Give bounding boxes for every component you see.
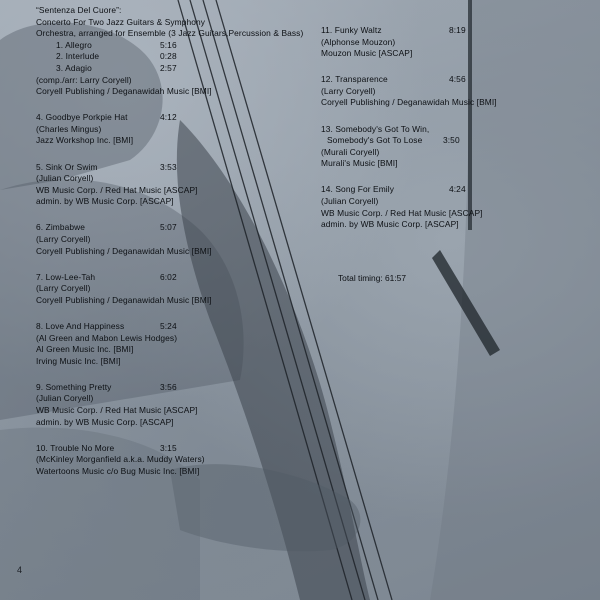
track-title: 10. Trouble No More [36, 442, 115, 453]
publisher-credit: WB Music Corp. / Red Hat Music [ASCAP] [36, 184, 198, 195]
track-block [36, 382, 236, 428]
track-title: 5. Sink Or Swim [36, 161, 98, 172]
track-title-line [36, 321, 236, 333]
suite-subtitle: Concerto For Two Jazz Guitars & Symphony [36, 16, 206, 27]
track-title-line [36, 162, 236, 174]
movement-time: 0:28 [160, 51, 177, 62]
publisher-credit: Mouzon Music [ASCAP] [321, 48, 413, 59]
movement-time: 5:16 [160, 39, 177, 50]
track-title-line [321, 74, 501, 86]
composer-credit: (McKinley Morganfield a.k.a. Muddy Waters) [36, 454, 205, 465]
track-time: 3:53 [160, 161, 177, 172]
track-block [321, 74, 501, 109]
track-time: 3:15 [160, 442, 177, 453]
composer-credit: (Julian Coryell) [36, 393, 94, 404]
track-title: 13. Somebody's Got To Win, [321, 123, 430, 134]
publisher-credit: Coryell Publishing / Deganawidah Music [BMI] [321, 97, 497, 108]
composer-credit: (Larry Coryell) [36, 283, 91, 294]
admin-credit: admin. by WB Music Corp. [ASCAP] [36, 196, 174, 207]
total-timing-label: Total timing: [338, 273, 383, 283]
track-block [36, 112, 236, 147]
publisher-credit: Al Green Music Inc. [BMI] [36, 344, 134, 355]
movement-line [36, 51, 236, 63]
track-title-line [36, 443, 236, 455]
movement-time: 2:57 [160, 62, 177, 73]
track-time: 4:24 [449, 184, 466, 195]
track-title-line [36, 382, 236, 394]
track-title-line [321, 124, 501, 136]
page-number: 4 [17, 565, 23, 575]
total-timing [338, 273, 406, 283]
composer-credit: (Al Green and Mabon Lewis Hodges) [36, 332, 178, 343]
admin-credit: admin. by WB Music Corp. [ASCAP] [36, 416, 174, 427]
composer-credit: (Charles Mingus) [36, 123, 102, 134]
suite-title: “Sentenza Del Cuore”: [36, 5, 122, 15]
track-time: 8:19 [449, 25, 466, 35]
track-title: 12. Transparence [321, 74, 388, 85]
track-block [321, 25, 501, 60]
track-time: 3:56 [160, 381, 177, 392]
track-block [36, 222, 236, 257]
track-title-line [36, 112, 236, 124]
publisher-credit: Murali's Music [BMI] [321, 158, 398, 169]
composer-credit: (Larry Coryell) [36, 234, 91, 244]
movement-line [36, 63, 236, 75]
track-list-left [36, 5, 304, 492]
publisher-credit: WB Music Corp. / Red Hat Music [ASCAP] [321, 207, 483, 218]
track-title: 6. Zimbabwe [36, 222, 86, 233]
track-time: 5:07 [160, 222, 177, 233]
composer-credit: (Julian Coryell) [321, 196, 379, 207]
track-title-line [321, 184, 501, 196]
track-title-line [321, 25, 501, 37]
publisher-credit: Coryell Publishing / Deganawidah Music [BMI] [36, 86, 212, 97]
composer-credit: (Murali Coryell) [321, 146, 380, 157]
track-block [36, 321, 236, 367]
track-time: 4:56 [449, 74, 466, 85]
track-block [36, 443, 236, 478]
track-time: 5:24 [160, 320, 177, 331]
track-title-line [36, 272, 236, 284]
composer-credit: (Alphonse Mouzon) [321, 36, 396, 47]
movement-label: 2. Interlude [56, 51, 100, 62]
total-timing-value: 61:57 [385, 273, 406, 283]
track-subtitle: Somebody's Got To Lose [327, 135, 423, 146]
track-title: 8. Love And Happiness [36, 320, 125, 331]
track-subtitle-line [321, 135, 501, 147]
track-title: 11. Funky Waltz [321, 25, 382, 35]
track-time: 6:02 [160, 271, 177, 282]
movement-label: 3. Adagio [56, 62, 92, 73]
composer-credit: (Larry Coryell) [321, 85, 376, 96]
movement-line [36, 40, 236, 52]
track-block [36, 5, 304, 98]
track-time: 4:12 [160, 112, 177, 123]
track-block [36, 272, 236, 307]
composer-credit: (comp./arr: Larry Coryell) [36, 74, 132, 85]
publisher-credit: Coryell Publishing / Deganawidah Music [BMI] [36, 245, 212, 256]
publisher-credit: WB Music Corp. / Red Hat Music [ASCAP] [36, 405, 198, 416]
track-block [321, 184, 501, 230]
track-title-line [36, 222, 236, 234]
publisher-credit: Coryell Publishing / Deganawidah Music [BMI] [36, 294, 212, 305]
publisher-credit: Watertoons Music c/o Bug Music Inc. [BMI] [36, 465, 200, 476]
track-title: 7. Low-Lee-Tah [36, 271, 96, 282]
track-block [321, 124, 501, 170]
track-block [36, 162, 236, 208]
movement-label: 1. Allegro [56, 39, 92, 50]
track-title: 4. Goodbye Porkpie Hat [36, 112, 128, 123]
track-list-right [321, 25, 501, 245]
track-title: 9. Something Pretty [36, 381, 112, 392]
track-title: 14. Song For Emily [321, 184, 395, 195]
admin-credit: admin. by WB Music Corp. [ASCAP] [321, 219, 459, 230]
publisher-credit: Irving Music Inc. [BMI] [36, 355, 121, 366]
track-time: 3:50 [443, 135, 460, 146]
composer-credit: (Julian Coryell) [36, 173, 94, 184]
publisher-credit: Jazz Workshop Inc. [BMI] [36, 135, 134, 146]
suite-arrangement: Orchestra, arranged for Ensemble (3 Jazz Guitars,Percussion & Bass) [36, 28, 304, 39]
